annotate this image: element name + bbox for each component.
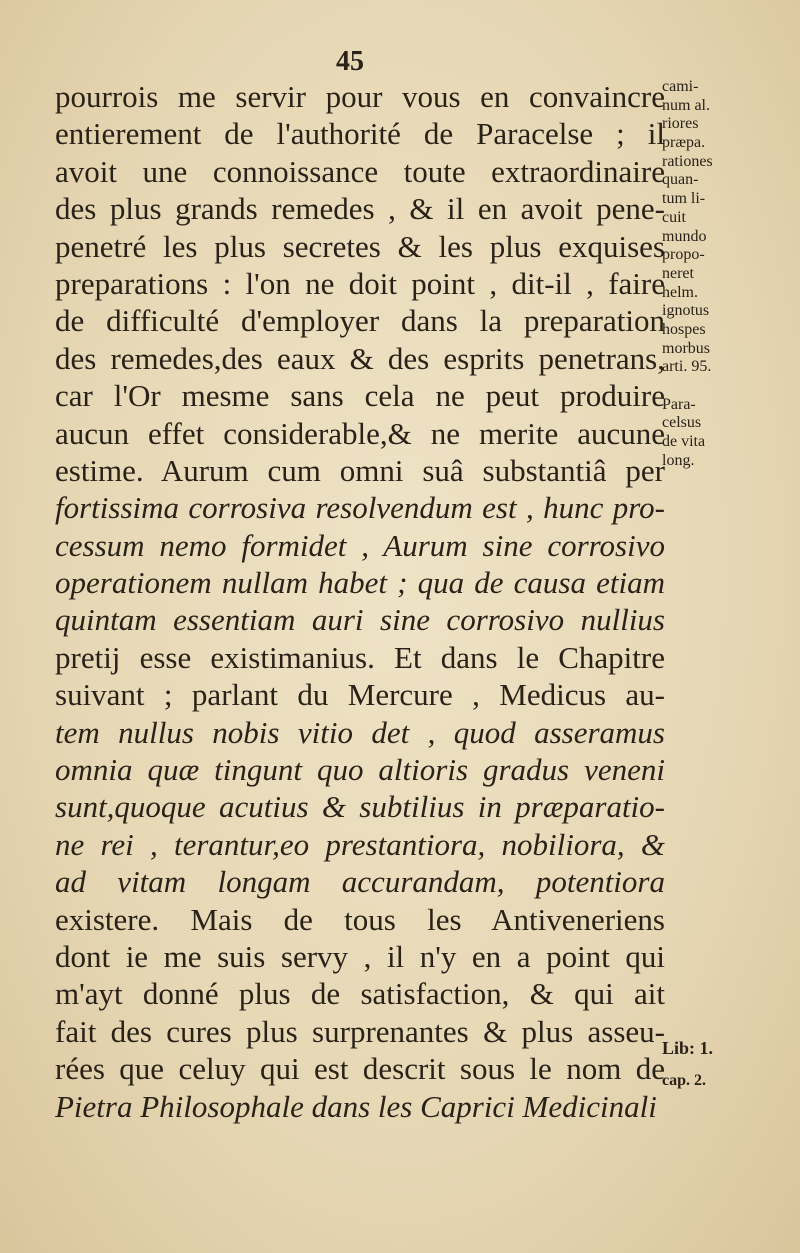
margin-note: long. [662,451,695,469]
text-line: entierement de l'authorité de Paracelse ; il [55,116,665,152]
text-line: des plus grands remedes , & il en avoit pene- [55,191,665,227]
text-line: suivant ; parlant du Mercure , Medicus au- [55,677,665,713]
margin-reference-chapter: cap. 2. [662,1072,706,1089]
text-line: pretij esse existimanius. Et dans le Chapitre [55,639,665,675]
latin-line: omnia quæ tingunt quo altioris gradus veneni [55,752,665,788]
page-number: 45 [336,46,364,77]
margin-note: morbus [662,339,710,357]
body-text [55,78,665,1125]
latin-line: tem nullus nobis vitio det , quod asseramus [55,714,665,750]
text-line: penetré les plus secretes & les plus exquises [55,228,665,264]
text-line: pourrois me servir pour vous en convaincre [55,79,665,114]
text-line: preparations : l'on ne doit point , dit-il , faire [55,265,665,301]
margin-note: præpa. [662,134,706,152]
text-line: fait des cures plus surprenantes & plus asseu- [55,1013,665,1049]
margin-note: mundo [662,227,707,245]
latin-line: ne rei , terantur,eo prestantiora, nobiliora, & [55,826,665,862]
margin-note: arti. 95. [662,358,712,376]
margin-note: cami- [662,78,699,95]
text-line: avoit une connoissance toute extraordinaire [55,153,665,189]
text-line: car l'Or mesme sans cela ne peut produire [55,378,665,414]
latin-line: sunt,quoque acutius & subtilius in præparatio- [55,789,665,825]
margin-note: tum li- [662,190,706,208]
margin-note: riores [662,115,699,133]
text-line: de difficulté d'employer dans la preparation [55,303,665,339]
latin-line: cessum nemo formidet , Aurum sine corrosivo [55,527,665,563]
margin-note: quan- [662,171,699,189]
text-line: existere. Mais de tous les Antiveneriens [55,901,665,937]
margin-reference-book: Lib: 1. [662,1038,714,1058]
text-line: Pietra Philosophale dans les Caprici Medicinali [55,1088,657,1124]
text-line: dont ie me suis servy , il n'y en a point qui [55,938,665,974]
margin-note: propo- [662,246,705,264]
margin-note: num al. [662,96,710,114]
margin-note: ignotus [662,302,710,320]
text-line: aucun effet considerable,& ne merite aucune [55,415,665,451]
latin-line: operationem nullam habet ; qua de causa etiam [55,565,665,601]
margin-note: celsus [662,414,702,432]
margin-note: cuit [662,208,686,226]
margin-note: Para- [662,395,696,413]
margin-note [662,377,792,396]
text-line: estime. Aurum cum omni suâ substantiâ per [55,452,665,488]
text-line: m'ayt donné plus de satisfaction, & qui ait [55,976,665,1012]
text-line: rées que celuy qui est descrit sous le nom de [55,1051,665,1087]
margin-note: helm. [662,283,698,301]
latin-line: quintam essentiam auri sine corrosivo nullius [55,602,665,638]
latin-line: ad vitam longam accurandam, potentiora [55,864,665,900]
margin-note: neret [662,264,694,282]
latin-line: fortissima corrosiva resolvendum est , hunc pro- [55,490,665,526]
margin-note: rationes [662,152,713,170]
margin-note: hospes [662,320,706,338]
text-line: des remedes,des eaux & des esprits penetrans, [55,340,665,376]
margin-notes [662,78,792,470]
margin-note: de vita [662,433,706,451]
